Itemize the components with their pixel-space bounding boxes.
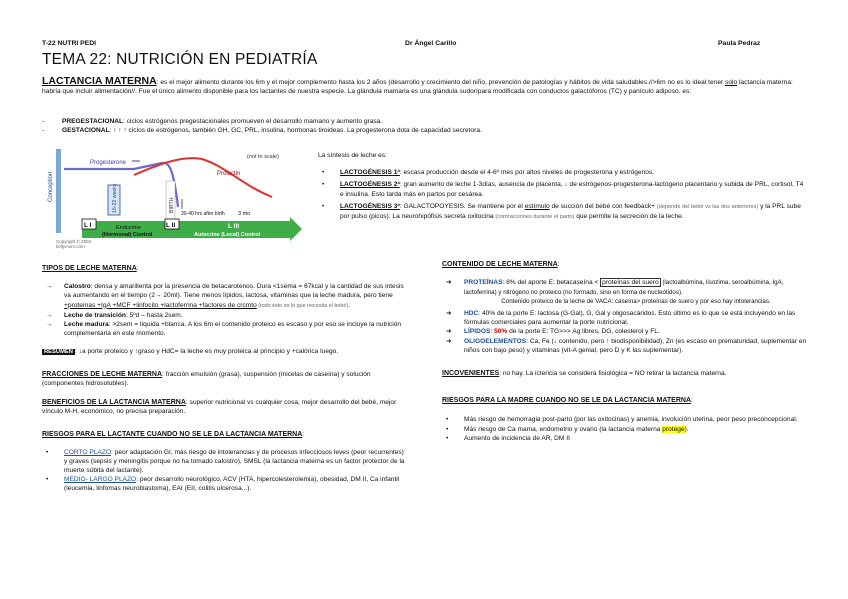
arrow-icon: → [46,321,53,329]
phases-list [42,117,812,135]
synthesis-item [318,202,805,222]
beneficios-paragraph [42,398,406,416]
synthesis-text: : escasa producción desde el 4-6º mes por altos niveles de progesterona y estrógenos. [399,169,655,177]
arrow-icon: ➜ [446,328,452,336]
autocrine-label: Autocrine (Local) Control [194,232,261,238]
riesgos-lactante-title: RIESGOS PARA EL LACTANTE CUANDO NO SE LE DA LACTANCIA MATERNA [42,431,303,439]
l3-label: L III [228,223,240,230]
tipo-text: : densa y amarillenta por la presencia de betacarotenos. Dura <1sema = 67kcal y la cantidad de sus intesis va aumentando en el tiempo (2→ 20ml). Tiene menos lípidos, lactosa, vitaminas que la leche madura, pero tiene [64,283,404,300]
contenido-label: PROTEÍNAS [464,279,503,287]
endocrine-sub-label: (Hormonal) Control [102,232,153,238]
synthesis-label: LACTOGÉNESIS 2ª [340,181,400,189]
arrow-icon: ➜ [446,279,452,287]
phase-text: : ciclos estrógenos pregestacionales promueven el desarrollo mamario y aumento grasa. [123,118,383,125]
riesgo-label: CORTO PLAZO [64,448,112,456]
tipo-item [42,320,406,338]
phase-item [42,117,812,126]
contenido-text: : 8% del aporte E: betacaseína < [502,279,601,287]
riesgo-text: : peor desarrollo neurológico, ACV (HTA, hipercolesterolemia), obesidad, DM II, Ca infantil (leucemia, linfomas neuroblastoma), EAI (EII, colitis ulcerosa...). [64,476,400,493]
synthesis-label: LACTOGÉNESIS 3ª [340,202,400,210]
progesterone-label: Progesterone [90,160,127,166]
contenido-text: (lactoalbúmina, lisozima, seroalbúmina, IgA, lactoferrina) y nitrógeno no proteico (no formado, sino en forma de nucleótidos). [464,279,784,296]
prolactin-label: Prolactin [217,171,241,177]
synthesis-item [318,180,805,198]
riesgos-madre-title: RIESGOS PARA LA MADRE CUANDO NO SE LE DA LACTANCIA MATERNA [442,397,692,405]
synthesis-estimulo: estímulo [524,202,550,210]
inconvenientes-label: INCOVENIENTES [442,370,500,377]
synthesis-note: (depende del bebé vs las dos anteriores) [656,203,759,210]
contenido-title: CONTENIDO DE LECHE MATERNA [442,261,558,268]
contenido-sub: Contenido proteico de la leche de VACA: caseína> proteínas de suero y por eso hay intolerancias. [501,298,771,306]
synthesis-text: que permite la secreción de la leche. [574,213,684,221]
tipo-text: : >2sem = líquida +blanca. A los 6m el contenido proteico es escaso y por eso se incluye la nutrición complementaria en este momento. [64,321,402,338]
tipo-label: Calostro [64,283,91,291]
tipo-label: Leche madura [64,321,109,329]
left-column [42,264,406,494]
lactogenesis-figure [42,147,307,250]
l1-label: L I [84,222,92,229]
contenido-item [442,309,808,327]
riesgo-madre-text: Aumento de incidencia de AR, DM II [464,434,570,442]
bullet-icon: • [46,476,49,484]
endocrine-label: Endocrine [116,225,141,231]
weeks-label: 16-22 weeks [112,183,118,213]
intro-paragraph [42,77,812,96]
header-center: Dr Ángel Carillo [405,40,457,47]
contenido-item [442,337,808,355]
arrow-icon: → [46,311,53,319]
tipos-title: TIPOS DE LECHE MATERNA [42,265,137,272]
riesgo-madre-text: Más riesgo de hemorragia post-parto (por las oxitocinas) y anemia, involución uterina, peor peso preconcepcional. [464,416,798,424]
tipo-label: Leche de transición [64,311,126,319]
lactogenesis-diagram [42,147,307,250]
fracciones-label: FRACCIONES DE LECHE MATERNA [42,370,163,378]
after-birth-label: 30-40 hrs after birth [181,211,225,217]
riesgo-lactante-item [42,448,406,476]
contenido-text: : Ca, Fe (↓ contenido, pero ↑ biodisponibilidad), Zn (es escaso en prematuridad, suplementar en niños con bajo peso) y vitaminas (vit-A genial, pero D y K las suplementar). [464,337,807,354]
conception-bar [56,149,61,233]
fracciones-paragraph [42,370,406,388]
tipo-text: . [348,301,351,309]
contenido-text: de la porte E: TG>>> Ag libres, DG, colesterol y FL. [507,328,660,336]
tipo-item [42,282,406,311]
phase-label: GESTACIONAL [62,127,110,135]
synthesis-title: La síntesis de leche es: [318,152,387,159]
bullet-icon: • [446,416,449,424]
tipo-item [42,311,406,320]
riesgos-madre-heading [442,396,808,405]
bullet-icon: • [322,169,325,177]
page-title: TEMA 22: NUTRICIÓN EN PEDIATRÍA [42,51,318,68]
contenido-heading [442,260,808,269]
beneficios-text: : superior nutricional vs cualquier cosa, mejor desarrollo del bebé, mejor vínculo M-H, económico, no precisa preparación. [42,399,397,416]
right-column [442,260,808,443]
copyright-label: Copyright © 2004 [56,239,92,244]
bullet-icon: • [322,202,325,210]
header-left: T-22 NUTRI PEDI [42,40,97,47]
contenido-colon: : [557,261,560,268]
riesgo-madre-text: ). [684,425,689,433]
conception-label: Conception [48,171,54,202]
contenido-text: : [490,328,495,336]
beneficios-label: BENEFICIOS DE LA LACTANCIA MATERNA [42,399,186,407]
synthesis-text: y la PRL sube por pulso (picos). La neurohipófisis secreta oxitocina [340,202,801,221]
phase-bullet: - [42,118,45,125]
bullet-icon: • [46,448,49,456]
control-arrow-icon [290,217,302,241]
inconvenientes-text: : no hay. La ictericia se considera fisiológica = NO retirar la lactancia materna. [499,370,727,377]
synthesis-text: : gran aumento de leche 1-3días, ausencia de placenta, ↓ de estrógenos-progesterona-lactógeno placentario y subida de PRL, cortisol, T4 e insulina. Esto tarda más en partos por cesárea. [340,181,804,198]
riesgo-madre-item [442,434,808,443]
contenido-label: LÍPIDOS [464,328,491,336]
riesgos-lactante-heading [42,430,406,439]
riesgo-madre-highlight: protege [662,425,685,433]
intro-term: LACTANCIA MATERNA [42,75,157,87]
inconvenientes-paragraph [442,369,808,378]
progesterone-curve [64,163,178,207]
fracciones-text: : fracción emulsión (grasa), suspensión (micelas de caseína) y solución (componentes hidrosolubles). [42,370,371,387]
phase-text: : ↑ ↑ ↑ ciclos de estrógenos, también GH, GC, PRL, insulina, hormonas tiroideas. La progesterona dota de capacidad secretora. [109,127,482,135]
arrow-icon: ➜ [446,309,452,317]
synthesis-label: LACTOGÉNESIS 1ª [340,169,400,177]
arrow-icon: ➜ [446,337,452,345]
intro-text-2: lactancia materna: habría que incluir alimentación//. Fue el único alimento disponible para los lactantes de nuestra especie. La glándula mamaria es una glándula sudorípara modificada con conductos galactóforos (TC) y panículo adiposo. es: [42,79,793,96]
contenido-label: OLIGOELEMENTOS [464,337,527,345]
resumen-text: : ↓a porte proteico y ↑graso y HdC= la leche es muy proteica al principio y +calórica luego. [75,348,339,356]
contenido-text: : 40% de la porte E: lactosa (G-Gal), G, Gal y oligosacáridos. Esto último es lo que se está incluyendo en las fórmulas comerciales para aumentar la porte nutricional. [464,309,796,327]
synthesis-text: : GALACTOPOYESIS. Se mantiene por el [399,202,525,210]
riesgo-lactante-item [42,475,406,493]
bullet-icon: • [322,181,325,189]
riesgos-madre-colon: : [691,397,693,405]
resumen-tag: RESUMEN [44,349,73,356]
tipo-text: : 5ºd – hasta 2sem. [125,311,183,319]
riesgo-label: MEDIO- LARGO PLAZO [64,476,137,484]
three-mo-label: 3 mo [238,211,251,217]
l2-label: L II [166,222,176,229]
riesgo-text: : peor adaptación GI, más riesgo de intolerancias y de procesos infecciosos leves (peor recurrentes) y graves (sepsis y meningitis porque no ha tomado calostro), SMSL (la lactancia materna es un factor protector de la muerte súbita del lactante). [64,448,405,475]
synthesis-text: de succión del bebé con feedback+ [549,202,657,210]
phase-bullet: - [42,127,45,135]
synthesis-item [318,168,805,177]
riesgos-lactante-colon: : [302,431,305,439]
contenido-boxed: proteínas del suero [602,279,659,287]
header-right: Paula Pedraz [718,40,761,47]
intro-solo: solo [725,79,738,86]
intro-text-1: : es el mejor alimento durante los 6m y el mejor complemento hasta los 2 años (desarrollo y crecimiento del niño, prevención de patologías y hábitos de vida saludables.//>6m no es lo ideal tener [156,79,726,86]
riesgo-madre-item [442,425,808,434]
phase-label: PREGESTACIONAL [62,118,124,125]
contenido-label: HDC [464,309,479,317]
resumen-line [42,347,406,357]
arrow-icon: → [46,283,53,291]
riesgo-madre-text: Más riesgo de Ca mama, endometrio y ovario (la lactancia materna [464,425,663,433]
tipo-underlined: +proteínas +IgA +MCF +linfocito +lactoferrina +factores de crcmto [64,301,257,309]
riesgo-madre-item [442,415,808,424]
phase-item [42,126,812,135]
tipos-colon: : [136,265,139,272]
contenido-item [442,278,808,309]
contenido-item [442,327,808,336]
bullet-icon: • [446,425,449,433]
tipo-note: (todo esto es lo que necesita el bebé) [256,302,349,309]
tipos-heading [42,264,406,273]
figure-note: (not to scale) [247,154,279,160]
contenido-percent: 50% [494,328,508,336]
synthesis-section [318,151,805,222]
bullet-icon: • [446,434,449,442]
site-label: kellymom.com [56,244,85,249]
synthesis-note: (contracciones durante el parto) [495,214,575,221]
birth-label: BIRTH [169,197,175,213]
